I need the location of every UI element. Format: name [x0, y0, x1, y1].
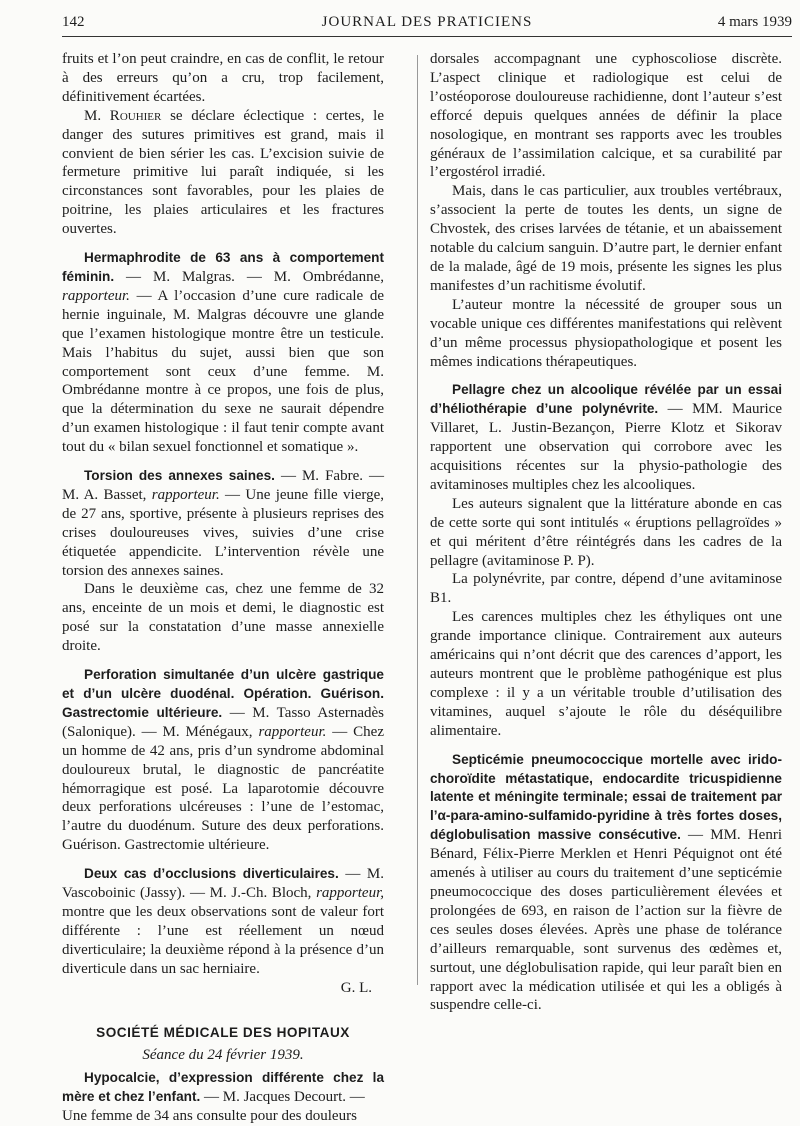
paragraph: Les auteurs signalent que la littérature abonde en cas de cette sorte qui sont intitulés « éruptions pellagroïdes » et qui méritent d’être réintégrés dans les cadres de la pellagre (avitaminose P. P). [430, 495, 782, 569]
article-title: Septicémie pneumococcique mortelle avec irido-choroïdite métastatique, endocardite tricuspidienne latente et méningite terminale; essai de traitement par l’α-para-amino-sulfamido-pyridine à très fortes doses, déglobulisation massive consécutive. [430, 751, 782, 843]
article-hermaphrodite: Hermaphrodite de 63 ans à comportement féminin. — M. Malgras. — M. Ombrédanne, rapporteur. — A l’occasion d’une cure radicale de hernie inguinale, M. Malgras découvre une glande que l’examen histologique montre être un testicule. Mais l’habitus du sujet, aussi bien que son comportement sont ceux d’une femme. M. Ombrédanne montre à ce propos, une fois de plus, que la détermination du sexe ne saurait dépendre d’un examen histologique : il faut tenir compte avant tout du « bilan sexuel fonctionnel et somatique ». [62, 250, 384, 456]
paragraph: L’auteur montre la nécessité de grouper sous un vocable unique ces différentes manifestations qui relèvent d’un même processus physiopathologique et posent les mêmes indications thérapeutiques. [430, 296, 782, 370]
article-title: Pellagre chez un alcoolique révélée par un essai d’héliothérapie d’une polynévrite. [430, 382, 782, 417]
paragraph: Dans le deuxième cas, chez une femme de 32 ans, enceinte de un mois et demi, le diagnostic est posé sur la constatation d’une masse annexielle droite. [62, 581, 384, 655]
article-pellagre: Pellagre chez un alcoolique révélée par un essai d’héliothérapie d’une polynévrite. — MM. Maurice Villaret, L. Justin-Bezançon, Pierre Klotz et Sikorav rapportent une observation qui corrobore avec les acquisitions récentes sur la physio-pathologie des avitaminoses multiples chez les alcooliques. [430, 382, 782, 493]
author-name: M. Rouhier [84, 107, 162, 124]
session-date: Séance du 24 février 1939. [142, 1047, 304, 1064]
page-number: 142 [62, 14, 85, 30]
article-title: Torsion des annexes saines. [84, 468, 275, 484]
article-hypocalcie: Hypocalcie, d’expression différente chez la mère et chez l’enfant. — M. Jacques Decourt. — [62, 1070, 384, 1106]
left-column [62, 50, 384, 1126]
paragraph: La polynévrite, par contre, dépend d’une avitaminose B1. [430, 571, 782, 607]
page-header [62, 10, 792, 37]
article-torsion: Torsion des annexes saines. — M. Fabre. — M. A. Basset, rapporteur. — Une jeune fille vierge, de 27 ans, sportive, présente à plusieurs reprises des crises douloureuses vives, suivies d’une crise étiquetée appendicite. L’intervention révèle une torsion des annexes saines. [62, 468, 385, 579]
article-septicemie: Septicémie pneumococcique mortelle avec irido-choroïdite métastatique, endocardite tricuspidienne latente et méningite terminale; essai de traitement par l’α-para-amino-sulfamido-pyridine à très fortes doses, déglobulisation massive consécutive. — MM. Henri Bénard, Félix-Pierre Merklen et Henri Péquignot ont été amenés à utiliser au cours du traitement d’une septicémie pneumococcique des doses particulièrement élevées et prolongées de 693, en raison de l’action sur la fièvre de ces seules doses élevées. Après une phase de tolérance d’ailleurs remarquable, sont survenus des œdèmes et, surtout, une déglobulisation rapide, qui leur paraît bien en rapport avec la médication utilisée et qui les a obligés à suspendre celle-ci. [430, 751, 782, 1014]
article-title: Hypocalcie, d’expression différente chez la mère et chez l’enfant. [62, 1070, 384, 1105]
issue-date: 4 mars 1939 [717, 14, 792, 30]
article-title: Hermaphrodite de 63 ans à comportement féminin. [62, 250, 384, 284]
paragraph: Mais, dans le cas particulier, aux troubles vertébraux, s’associent la perte de toutes les dents, un signe de Chvostek, des crises larvées de tétanie, et un abaissement notable du calcium sanguin. D’autre part, le dernier enfant de la malade, âgé de 19 mois, présente les signes les plus manifestes d’un rachitisme évolutif. [430, 183, 782, 294]
column-divider [417, 55, 418, 985]
article-occlusions: Deux cas d’occlusions diverticulaires. — M. Vascoboinic (Jassy). — M. J.-Ch. Bloch, rapporteur, montre que les deux observations sont de valeur fort différente : l’une est réellement un nœud diverticulaire; la deuxième répond à la présence d’un diverticule dans un sac herniaire. [62, 866, 384, 977]
article-title: Deux cas d’occlusions diverticulaires. [84, 866, 339, 882]
paragraph: Les carences multiples chez les éthyliques ont une grande importance clinique. Contrairement aux auteurs américains qui n’ont décrit que des carences d’apport, les auteurs montrent que le problème pathogénique est plus complexe : il y a un véritable trouble d’utilisation des vitamines, auquel s’ajoute le rôle du déséquilibre alimentaire. [430, 609, 782, 739]
signature: G. L. [340, 979, 372, 996]
right-column [430, 50, 782, 1015]
paragraph: M. Rouhier se déclare éclectique : certes, le danger des sutures primitives est grand, mais il convient de bien sérier les cas. L’excision suivie de fermeture primitive lui paraît indiquée, si les circonstances sont favorables, pour les plaies de poitrine, les plaies articulaires et les fractures ouvertes. [62, 107, 384, 238]
article-perforation: Perforation simultanée d’un ulcère gastrique et d’un ulcère duodénal. Opération. Guérison. Gastrectomie ultérieure. — M. Tasso Asternadès (Salonique). — M. Ménégaux, rapporteur. — Chez un homme de 42 ans, pris d’un syndrome abdominal douloureux brutal, le diagnostic de pancréatite hémorragique est posé. La laparotomie découvre deux perforations ulcéreuses : l’une de l’estomac, l’autre du duodénum. Suture des deux perforations. Guérison. Gastrectomie ultérieure. [62, 667, 384, 854]
paragraph: fruits et l’on peut craindre, en cas de conflit, le retour à des erreurs qu’on a cru, trop facilement, définitivement écartées. [62, 51, 384, 105]
journal-title: JOURNAL DES PRATICIENS [321, 14, 533, 30]
paragraph: dorsales accompagnant une cyphoscoliose discrète. L’aspect clinique et radiologique est celui de l’ostéoporose douloureuse rachidienne, dont l’auteur s’est efforcé depuis quelques années de définir la place nosologique, en montrant ses rapports avec les troubles généraux de l’assimilation calcique, et sa curabilité par l’ergostérol irradié. [430, 51, 782, 181]
society-heading: SOCIÉTÉ MÉDICALE DES HOPITAUX [96, 1024, 350, 1040]
article-title: Perforation simultanée d’un ulcère gastrique et d’un ulcère duodénal. Opération. Guérison. Gastrectomie ultérieure. [62, 667, 384, 720]
paragraph: Une femme de 34 ans consulte pour des douleurs [62, 1108, 357, 1125]
